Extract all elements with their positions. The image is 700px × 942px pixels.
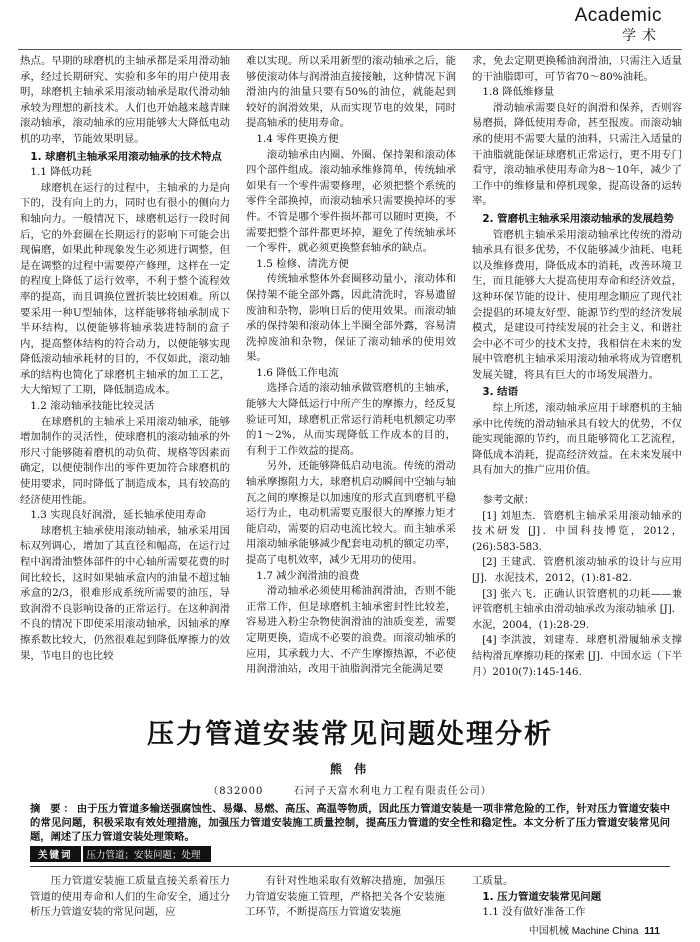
prev-article-column-1 bbox=[20, 54, 230, 684]
subsection-heading: 1.6 降低工作电流 bbox=[256, 366, 339, 379]
journal-name: 中国机械 Machine China bbox=[528, 926, 639, 937]
paragraph: 另外，还能够降低启动电流。传统的滑动轴承摩擦阻力大，球磨机启动瞬间中空轴与轴瓦之间的摩擦是以加速度的形式直到磨机平稳运行为止，电动机需要克服很大的摩擦力矩才能启动，需要的启动电流比较大。而主轴承采用滚动轴承能够减少配套电动机的额定功率，提高了电机效率，减少无用功的使用。 bbox=[246, 460, 456, 566]
body-paragraph: 工质量。 bbox=[472, 875, 514, 887]
page-footer bbox=[529, 922, 660, 937]
subsection-heading: 1.1 没有做好准备工作 bbox=[482, 906, 586, 919]
paragraph: 球磨机在运行的过程中，主轴承的力是向下的，没有向上的力，同时也有很小的侧向力和轴向力。一般情况下，球磨机运行一段时间后，它的外套圈在长期运行的影响下可能会出现偏磨，如果此种现象发生必须进行调整，但是在调整的过程中需要停产修理，这样在一定的程度上降低了运行效率，不利于整个流程效率的提高，而且调换位置折装比较困难。所以要采用一种U型轴体，这样能够将轴承制成下半环结构，以便能够将轴承装进特制的盒子内，提高整体结构的符合动力，以便能够实现降低滚动轴承耗材的目的，不仅如此，滚动轴承的结构也简化了球磨机主轴承的加工工艺，大大缩短了工期，降低制造成本。 bbox=[20, 181, 230, 397]
section-heading: 1. 球磨机主轴承采用滚动轴承的技术特点 bbox=[30, 150, 222, 163]
paragraph: 选择合适的滚动轴承做管磨机的主轴承，能够大大降低运行中所产生的摩擦力，经反复验证可知，球磨机正常运行消耗电机额定功率的1～2%，从而实现降低工作成本的目的，有利于工作效益的提高。 bbox=[246, 382, 456, 457]
body-paragraph: 有针对性地采取有效解决措施，加强压力管道安装施工管理，严格把关各个安装施工环节，不断提高压力管道安装施 bbox=[245, 875, 445, 919]
keywords bbox=[30, 846, 211, 862]
paragraph: 滑动轴承必须使用稀油润滑油，否则不能正常工作，但是球磨机主轴承密封性比较差，容易进入粉尘杂物使润滑油的油质变差，需要定期更换，造成不必要的浪费。而滚动轴承的应用，其承载力大、不产生摩擦热源，不必使用润滑油站，改用干油脂润滑完全能满足要 bbox=[246, 585, 456, 676]
reference-item: [3] 张六飞．正确认识管磨机的功耗——兼评管磨机主轴承由滑动轴承改为滚动轴承 [J]．水泥，2004，(1):28-29. bbox=[472, 588, 682, 631]
brand-english: Academic bbox=[574, 5, 662, 26]
subsection-heading: 1.5 检修、清洗方便 bbox=[256, 257, 349, 270]
keywords-rule bbox=[30, 866, 670, 867]
article-body-column-3 bbox=[472, 874, 672, 921]
keywords-label: 关键词 bbox=[30, 846, 81, 862]
page-number: 111 bbox=[644, 926, 660, 937]
paragraph: 热点。早期的球磨机的主轴承都是采用滑动轴承，经过长期研究、实验和多年的用户使用表明，球磨机主轴承采用滚动轴承是取代滑动轴承较为理想的新技术。人们也开始越来越青睐滚动轴承，滚动轴承的应用能够大大降低电动机的功率，节能效果明显。 bbox=[20, 55, 230, 145]
paragraph: 难以实现。所以采用新型的滚动轴承之后，能够使滚动体与润滑油直接接触，这种情况下润滑油内的油量只要有50%的油位，就能起到较好的润滑效果，从而实现节电的效果，同时提高轴承的使用寿命。 bbox=[246, 55, 456, 130]
paragraph: 滚动轴承由内圈、外圈、保持架和滚动体四个部件组成。滚动轴承维修简单，传统轴承如果有一个零件需要修理，必须把整个系统的零件全部换掉，而滚动轴承只需要换掉坏的零件。不管是哪个零件损坏都可以随时更换，不需要把整个部件都更坏掉，避免了传统轴承坏一个零件，就必须更换整套轴承的缺点。 bbox=[246, 148, 456, 255]
subsection-heading: 1.7 减少润滑油的浪费 bbox=[256, 569, 360, 582]
article-body-column-1 bbox=[30, 874, 230, 921]
paragraph: 综上所述，滚动轴承应用于球磨机的主轴承中比传统的滑动轴承具有较大的优势，不仅能实现能源的节约，而且能够简化工艺流程，降低成本消耗，提高经济效益。在未来发展中具有加大的推广应用价值。 bbox=[472, 402, 682, 477]
affiliation-name: 石河子天富水利电力工程有限责任公司） bbox=[293, 786, 492, 797]
subsection-heading: 1.4 零件更换方便 bbox=[256, 132, 339, 145]
article-body-column-2 bbox=[245, 874, 445, 921]
affiliation-code: （832000 bbox=[208, 786, 264, 797]
section-heading: 1. 压力管道安装常见问题 bbox=[482, 890, 602, 903]
keywords-text: 压力管道；安装问题；处理 bbox=[83, 846, 211, 862]
reference-item: [2] 王建武．管磨机滚动轴承的设计与应用 [J]．水泥技术，2012，(1):81-82. bbox=[472, 557, 682, 584]
abstract-text: 由于压力管道多输送强腐蚀性、易爆、易燃、高压、高温等物质，因此压力管道安装是一项非常危险的工作，针对压力管道安装中的常见问题，积极采取有效处理措施，加强压力管道安装施工质量控制，提高压力管道的安全性和稳定性。本文分析了压力管道安装常见问题，阐述了压力管道安装处理策略。 bbox=[30, 803, 670, 843]
header-rule bbox=[18, 49, 682, 50]
subsection-heading: 1.8 降低维修量 bbox=[482, 86, 555, 99]
section-heading: 2. 管磨机主轴承采用滚动轴承的发展趋势 bbox=[482, 212, 674, 225]
brand-chinese: 学术 bbox=[622, 27, 662, 43]
reference-item: [4] 李洪波，刘建寿．球磨机滑履轴承支撑结构滑瓦摩擦功耗的探索 [J]．中国水运（下半月）2010(7):145-146. bbox=[472, 635, 682, 678]
abstract-label: 摘 要： bbox=[30, 803, 77, 815]
paragraph: 在球磨机的主轴承上采用滚动轴承，能够增加制作的灵活性，使球磨机的滚动轴承的外形尺寸能够随着磨机的动负荷、规格等因素而确定，以便使制作出的零件更加符合球磨机的使用要求，同时降低了制造成本，具有较高的经济使用性能。 bbox=[20, 415, 230, 506]
prev-article-column-3 bbox=[472, 54, 682, 684]
paragraph: 管磨机主轴承采用滚动轴承比传统的滑动轴承具有很多优势，不仅能够减少油耗、电耗以及维修费用，降低成本的消耗，改善环境卫生，而且能够大大提高使用寿命和经济效益，这种环保节能的设计、使用理念顺应了现代社会提倡的环境友好型、能源节约型的经济发展模式，是建设可持续发展的社会主义、和谐社会中必不可少的技术支持，我相信在未来的发展中管磨机主轴承采用滚动轴承将成为管磨机发展关键，将具有巨大的市场发展潜力。 bbox=[472, 228, 682, 381]
subsection-heading: 1.1 降低功耗 bbox=[30, 166, 92, 179]
article-title: 压力管道安装常见问题处理分析 bbox=[147, 719, 553, 750]
paragraph: 求，免去定期更换稀油润滑油，只需注入适量的干油脂即可，可节省70～80%油耗。 bbox=[472, 55, 682, 83]
paragraph: 球磨机主轴承使用滚动轴承，轴承采用国标双列调心，增加了其直径和幅高，在运行过程中润滑油整体部件的中心轴所需要花费的时间比较长，这时如果轴承盒内的油量不超过轴承盒的2/3，很难形成系统所需要的油压，导致润滑不良影响设备的正常运行。在这种润滑不良的情况下即使采用滚动轴承，因轴承的摩擦系数比较大，仍然很难起到降低摩擦力的效果，节电目的也比较 bbox=[20, 524, 230, 662]
body-paragraph: 压力管道安装施工质量直接关系着压力管道的使用寿命和人们的生命安全，通过分析压力管道安装的常见问题，应 bbox=[30, 875, 230, 919]
article-affiliation bbox=[0, 782, 700, 797]
subsection-heading: 1.3 实现良好润滑，延长轴承使用寿命 bbox=[30, 509, 207, 522]
references-heading: 参考文献： bbox=[482, 494, 535, 507]
subsection-heading: 1.2 滚动轴承技能比较灵活 bbox=[30, 400, 155, 413]
paragraph: 传统轴承整体外套圈移动量小，滚动体和保持架不能全部外露，因此清洗时，容易遗留废油和杂物，影响日后的使用效果。而滚动轴承的保持架和滚动体上半圈全部外露，容易清洗掉废油和杂物，保证了滚动轴承的使用效果。 bbox=[246, 273, 456, 364]
prev-article-column-2 bbox=[246, 54, 456, 684]
abstract bbox=[30, 802, 670, 844]
academic-brand bbox=[575, 6, 662, 44]
article-author: 熊 伟 bbox=[329, 762, 371, 776]
reference-item: [1] 刘旭杰．管磨机主轴承采用滚动轴承的技术研发 [J]．中国科技博览，2012，(26):583-583. bbox=[472, 510, 682, 553]
paragraph: 滑动轴承需要良好的润滑和保养，否则容易磨损，降低使用寿命，甚至报废。而滚动轴承的使用不需要大量的油料，只需注入适量的干油脂就能保证球磨机正常运行，更不用专门看守，滚动轴承使用寿命为8～10年，减少了工作中的维修量和停机现象，提高设备的运转率。 bbox=[472, 101, 682, 208]
section-heading: 3. 结语 bbox=[482, 386, 518, 399]
